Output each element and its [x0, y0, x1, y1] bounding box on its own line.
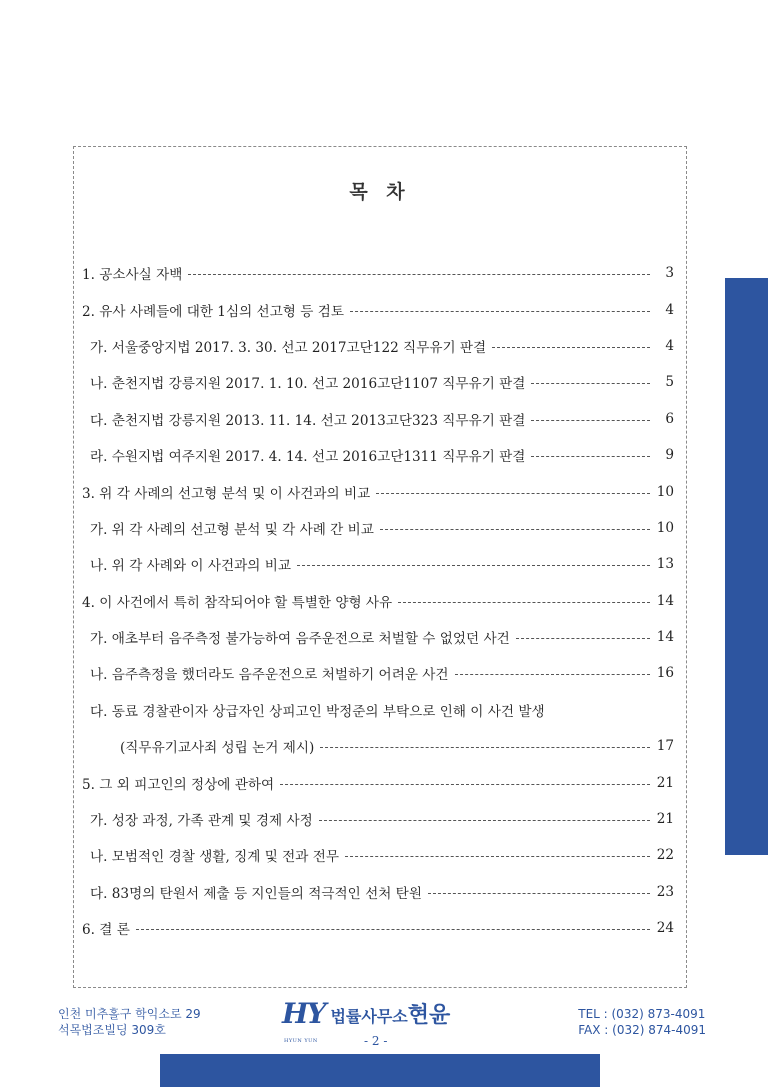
leader-dots — [188, 273, 650, 275]
leader-dots — [280, 783, 650, 785]
toc-entry-label: (직무유기교사죄 성립 논거 제시) — [120, 740, 315, 757]
bottom-accent-bar — [160, 1054, 600, 1087]
toc-entry[interactable] — [82, 583, 674, 619]
toc-entry[interactable] — [82, 619, 674, 655]
toc-entry-page: 24 — [656, 920, 674, 937]
toc-entry[interactable] — [82, 401, 674, 437]
toc-entry-page: 14 — [656, 592, 674, 609]
toc-entry-label: 6. 결 론 — [82, 922, 130, 939]
toc-entry-label: 나. 춘천지법 강릉지원 2017. 1. 10. 선고 2016고단1107 직무유기 판결 — [90, 376, 526, 393]
leader-dots — [531, 382, 650, 384]
leader-dots — [376, 492, 650, 494]
toc-entry-page: 4 — [665, 337, 674, 354]
leader-dots — [516, 637, 650, 639]
leader-dots — [428, 892, 650, 894]
toc-entry[interactable] — [82, 764, 674, 800]
toc-entry-page: 16 — [656, 665, 674, 682]
law-firm-logo — [282, 997, 451, 1044]
toc-entry-label: 가. 성장 과정, 가족 관계 및 경제 사정 — [90, 813, 313, 830]
toc-entry[interactable] — [82, 364, 674, 400]
toc-entry-label: 다. 83명의 탄원서 제출 등 지인들의 적극적인 선처 탄원 — [90, 885, 422, 902]
toc-entry-label: 나. 위 각 사례와 이 사건과의 비교 — [90, 558, 291, 575]
address-line-1: 인천 미추홀구 학익소로 29 — [58, 1007, 201, 1021]
toc-entry[interactable] — [82, 874, 674, 910]
toc-entry-page: 13 — [656, 556, 674, 573]
toc-entry-page: 5 — [665, 374, 674, 391]
toc-entry-page: 10 — [656, 519, 674, 536]
toc-entry-page: 17 — [656, 738, 674, 755]
leader-dots — [319, 819, 650, 821]
toc-entry[interactable] — [82, 801, 674, 837]
leader-dots — [531, 455, 650, 457]
toc-entry-page: 22 — [656, 847, 674, 864]
toc-entry-page: 3 — [665, 265, 674, 282]
toc-frame — [73, 146, 687, 988]
logo-subtitle: HYUN YUN — [284, 1038, 318, 1044]
logo-firm-name: 현윤 — [407, 1003, 451, 1028]
toc-entry-page: 9 — [665, 447, 674, 464]
leader-dots — [380, 528, 650, 530]
logo-mark-letters: HY — [282, 997, 325, 1030]
toc-entry[interactable] — [82, 328, 674, 364]
leader-dots — [345, 855, 650, 857]
toc-entry[interactable] — [82, 437, 674, 473]
office-address — [58, 1006, 201, 1038]
toc-entry-page: 10 — [656, 483, 674, 500]
toc-entry-page: 6 — [665, 410, 674, 427]
toc-entry-label: 라. 수원지법 여주지원 2017. 4. 14. 선고 2016고단1311 직무유기 판결 — [90, 449, 526, 466]
toc-entry-page: 14 — [656, 629, 674, 646]
toc-entry-label: 나. 음주측정을 했더라도 음주운전으로 처벌하기 어려운 사건 — [90, 667, 449, 684]
tel-line: TEL : (032) 873-4091 — [578, 1007, 706, 1021]
toc-entry[interactable] — [82, 255, 674, 291]
leader-dots — [398, 601, 650, 603]
logo-text — [330, 1005, 450, 1028]
toc-entry-label: 5. 그 외 피고인의 정상에 관하여 — [82, 776, 275, 793]
toc-entry-label: 3. 위 각 사례의 선고형 분석 및 이 사건과의 비교 — [82, 485, 371, 502]
toc-entry-label: 가. 서울중앙지법 2017. 3. 30. 선고 2017고단122 직무유기 판결 — [90, 339, 487, 356]
toc-entry-continuation[interactable] — [82, 728, 674, 764]
toc-entry-page: 21 — [656, 774, 674, 791]
toc-entry[interactable] — [82, 473, 674, 509]
logo-mark — [282, 997, 325, 1044]
toc-entry-label: 2. 유사 사례들에 대한 1심의 선고형 등 검토 — [82, 303, 344, 320]
toc-entry[interactable] — [82, 510, 674, 546]
contact-info — [578, 1006, 706, 1038]
leader-dots — [350, 310, 650, 312]
toc-entry-label: 나. 모범적인 경찰 생활, 징계 및 전과 전무 — [90, 849, 339, 866]
toc-entry[interactable] — [82, 546, 674, 582]
leader-dots — [531, 419, 650, 421]
footer — [0, 990, 768, 1087]
toc-entry[interactable] — [82, 692, 674, 728]
toc-entry-label: 1. 공소사실 자백 — [82, 267, 183, 284]
toc-entry[interactable] — [82, 837, 674, 873]
toc-entry-page: 21 — [656, 811, 674, 828]
logo-firm-type: 법률사무소 — [330, 1007, 408, 1026]
toc-list — [82, 255, 674, 946]
leader-dots — [320, 746, 650, 748]
leader-dots — [297, 564, 650, 566]
toc-entry[interactable] — [82, 910, 674, 946]
toc-entry-label: 가. 위 각 사례의 선고형 분석 및 각 사례 간 비교 — [90, 521, 374, 538]
leader-dots — [455, 673, 650, 675]
toc-entry[interactable] — [82, 655, 674, 691]
page-number: - 2 - — [364, 1034, 388, 1048]
toc-entry-page: 4 — [665, 301, 674, 318]
leader-dots — [136, 928, 650, 930]
toc-entry-label: 다. 춘천지법 강릉지원 2013. 11. 14. 선고 2013고단323 직무유기 판결 — [90, 412, 526, 429]
toc-entry[interactable] — [82, 291, 674, 327]
fax-line: FAX : (032) 874-4091 — [578, 1023, 706, 1037]
side-accent-bar — [725, 278, 768, 855]
toc-title: 목 차 — [349, 181, 411, 203]
toc-entry-label: 다. 동료 경찰관이자 상급자인 상피고인 박정준의 부탁으로 인해 이 사건 발생 — [90, 703, 545, 720]
leader-dots — [492, 346, 650, 348]
toc-entry-label: 가. 애초부터 음주측정 불가능하여 음주운전으로 처벌할 수 없었던 사건 — [90, 631, 510, 648]
toc-entry-page: 23 — [656, 883, 674, 900]
toc-entry-label: 4. 이 사건에서 특히 참작되어야 할 특별한 양형 사유 — [82, 594, 393, 611]
address-line-2: 석목법조빌딩 309호 — [58, 1023, 166, 1037]
